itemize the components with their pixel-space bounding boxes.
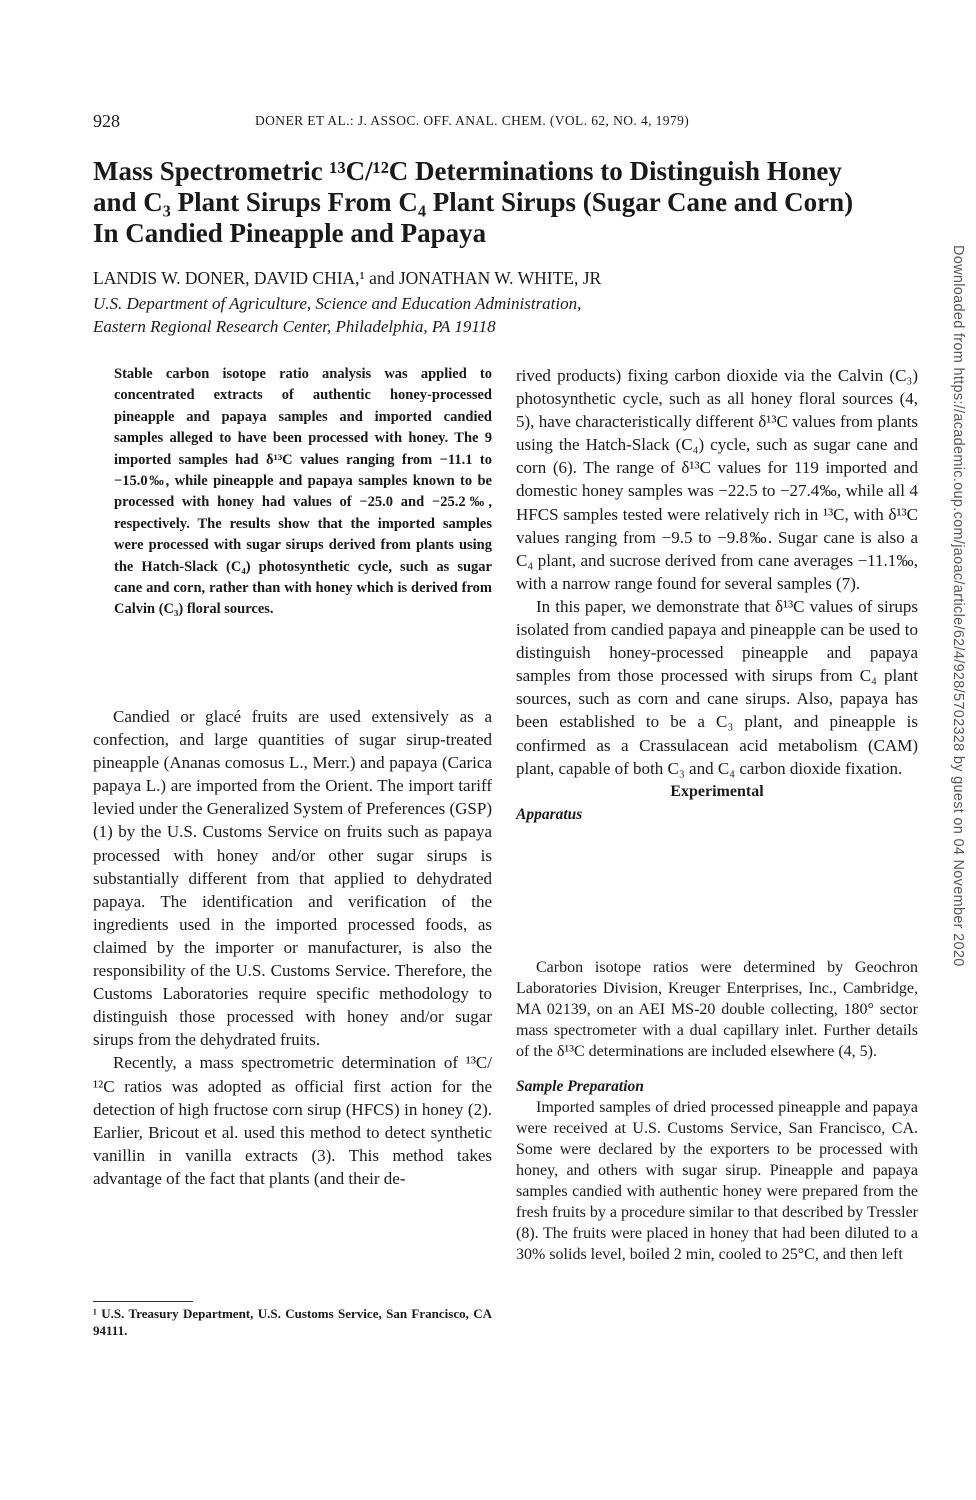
right-paragraph-2: In this paper, we demonstrate that δ¹³C values of sirups isolated from candied papaya and pineapple can be used to distinguish honey-processed pineapple and papaya samples from those processed with sirups from C₄ plant sources, such as corn and cane sirups. Also, papaya has been established to be a C₃ plant, and pineapple is confirmed as a Crassulacean acid metabolism (CAM) plant, capable of both C₃ and C₄ carbon dioxide fixation. <box>516 596 918 778</box>
page-number: 928 <box>93 111 120 131</box>
title-line-3: In Candied Pineapple and Papaya <box>93 218 487 248</box>
download-watermark: Downloaded from https://academic.oup.com/jaoac/article/62/4/928/5702328 by guest on 04 November 2020 <box>950 245 966 967</box>
affiliation-line-1: U.S. Department of Agriculture, Science and Education Administration, <box>93 294 582 313</box>
experimental-body <box>516 957 918 1265</box>
abstract: Stable carbon isotope ratio analysis was applied to concentrated extracts of authentic honey-processed pineapple and papaya samples and imported candied samples alleged to have been processed with honey. The 9 imported samples had δ¹³C values ranging from −11.1 to −15.0‰, while pineapple and papaya samples known to be processed with honey had values of −25.0 and −25.2‰, respectively. The results show that the imported samples were processed with sugar sirups derived from plants using the Hatch-Slack (C₄) photosynthetic cycle, such as sugar cane and corn, rather than with honey which is derived from Calvin (C₃) floral sources. <box>114 366 492 618</box>
author-list: LANDIS W. DONER, DAVID CHIA,¹ and JONATHAN W. WHITE, JR <box>93 268 602 288</box>
sample-prep-text: Imported samples of dried processed pineapple and papaya were received at U.S. Customs Service, San Francisco, CA. Some were declared by the exporters to be processed with honey, and others with sugar sirup. Pineapple and papaya samples candied with authentic honey were prepared from the fresh fruits by a procedure similar to that described by Tressler (8). The fruits were placed in honey that had been diluted to a 30% solids level, boiled 2 min, cooled to 25°C, and then left <box>516 1099 918 1263</box>
running-head: DONER ET AL.: J. ASSOC. OFF. ANAL. CHEM. (VOL. 62, NO. 4, 1979) <box>255 113 690 128</box>
subheading-apparatus: Apparatus <box>516 805 583 823</box>
section-heading-experimental: Experimental <box>670 782 764 800</box>
intro-paragraph-2: Recently, a mass spectrometric determination of ¹³C/¹²C ratios was adopted as official first action for the detection of high fructose corn sirup (HFCS) in honey (2). Earlier, Bricout et al. used this method to detect synthetic vanillin in vanilla extracts (3). This method takes advantage of the fact that plants (and their de- <box>93 1053 492 1188</box>
affiliation-line-2: Eastern Regional Research Center, Philadelphia, PA 19118 <box>93 317 496 336</box>
title-line-1: Mass Spectrometric ¹³C/¹²C Determinations to Distinguish Honey <box>93 156 842 186</box>
article-title <box>93 156 923 249</box>
title-line-2: and C₃ Plant Sirups From C₄ Plant Sirups (Sugar Cane and Corn) <box>93 187 854 217</box>
footnote-rule <box>93 1301 193 1302</box>
right-paragraph-1: rived products) fixing carbon dioxide via the Calvin (C₃) photosynthetic cycle, such as all honey floral sources (4, 5), have characteristically different δ¹³C values from plants using the Hatch-Slack (C₄) cycle, such as sugar cane and corn (6). The range of δ¹³C values for 119 imported and domestic honey samples was −22.5 to −27.4‰, while all 4 HFCS samples tested were relatively rich in ¹³C, with δ¹³C values ranging from −9.5 to −9.8‰. Sugar cane is also a C₄ plant, and sucrose derived from cane averages −11.1‰, with a narrow range found for several samples (7). <box>516 366 918 593</box>
apparatus-text: Carbon isotope ratios were determined by Geochron Laboratories Division, Kreuger Enterprises, Inc., Cambridge, MA 02139, on an AEI MS-20 double collecting, 180° sector mass spectrometer with a dual capillary inlet. Further details of the δ¹³C determinations are included elsewhere (4, 5). <box>516 959 918 1060</box>
right-column-body <box>516 364 918 826</box>
subheading-sample-preparation: Sample Preparation <box>516 1078 644 1095</box>
footnote: ¹ U.S. Treasury Department, U.S. Customs Service, San Francisco, CA 94111. <box>93 1306 492 1338</box>
left-column-body <box>93 705 492 1190</box>
intro-paragraph-1: Candied or glacé fruits are used extensively as a confection, and large quantities of sugar sirup-treated pineapple (Ananas comosus L., Merr.) and papaya (Carica papaya L.) are imported from the Orient. The import tariff levied under the Generalized System of Preferences (GSP) (1) by the U.S. Customs Service on fruits such as papaya processed with honey and/or other sugar sirups is substantially different from that applied to dehydrated papaya. The identification and verification of the ingredients used in the imported processed foods, as claimed by the importer or manufacturer, is also the responsibility of the U.S. Customs Service. Therefore, the Customs Laboratories require specific methodology to distinguish those processed with honey and/or sugar sirups from the dehydrated fruits. <box>93 707 492 1050</box>
